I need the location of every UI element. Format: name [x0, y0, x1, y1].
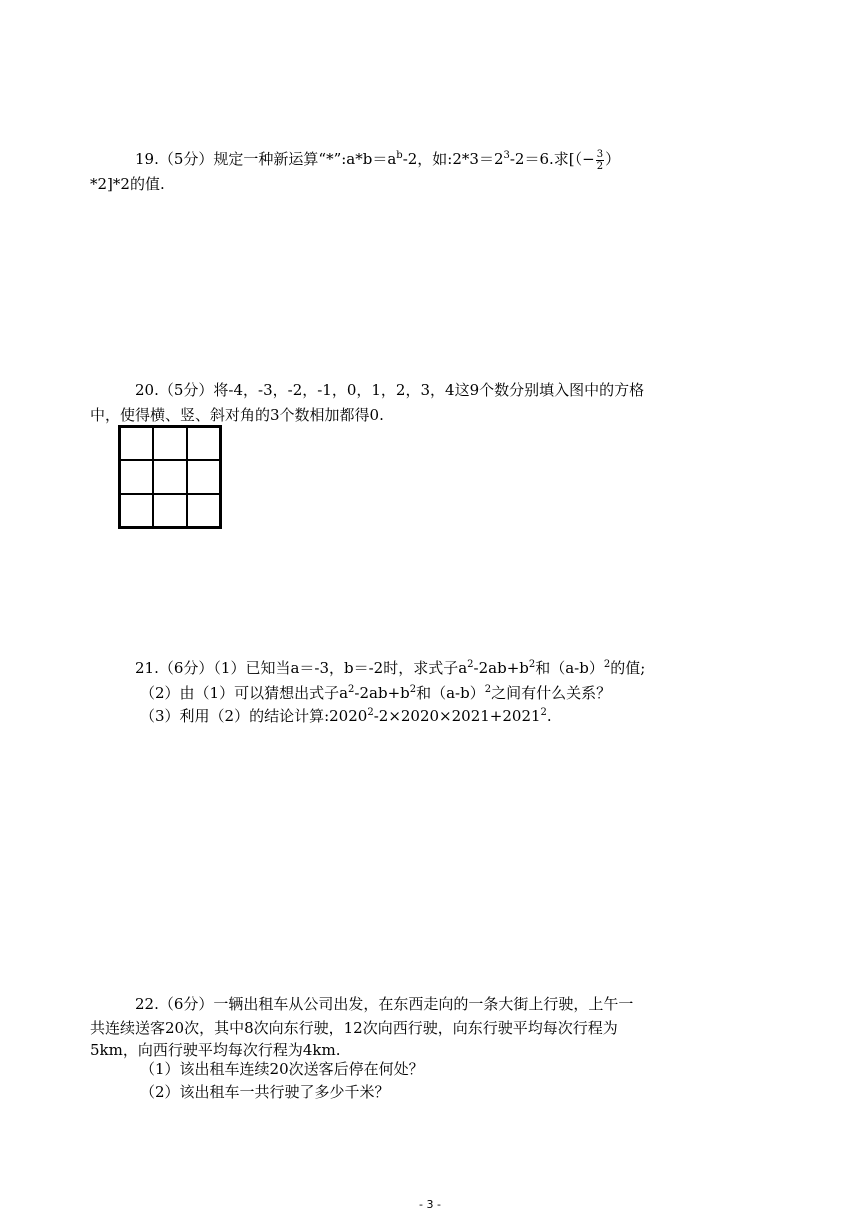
q22-line-3: 5km，向西行驶平均每次行程为4km. — [90, 1041, 341, 1059]
grid-cell — [153, 494, 186, 527]
q21-l1-text-d: 的值; — [610, 659, 646, 677]
q21-line-2 — [140, 682, 820, 704]
q19-text-b: -2，如:2*3＝2 — [402, 150, 504, 168]
grid-cell — [120, 494, 153, 527]
q19-text-a: 19.（5分）规定一种新运算“*”:a*b＝a — [135, 150, 397, 168]
q21-l3-text-c: . — [546, 707, 552, 725]
q21-line-1 — [135, 657, 815, 679]
q19-text-c: -2＝6.求[（− — [509, 150, 595, 168]
q21-l1-text-b: -2ab+b — [473, 659, 529, 677]
q19-sup-b: b — [396, 150, 403, 161]
q21-l2-sup-1: 2 — [348, 684, 355, 695]
q21-l3-text-a: （3）利用（2）的结论计算:2020 — [140, 707, 368, 725]
q19-fraction-numerator: 3 — [596, 148, 604, 160]
q22-line-2: 共连续送客20次，其中8次向东行驶，12次向西行驶，向东行驶平均每次行程为 — [90, 1019, 618, 1037]
q22-line-1: 22.（6分）一辆出租车从公司出发，在东西走向的一条大街上行驶，上午一 — [135, 995, 634, 1013]
q21-l1-sup-1: 2 — [467, 659, 474, 670]
q20-line-1: 20.（5分）将-4，-3，-2，-1，0，1，2，3，4这9个数分别填入图中的方格 — [135, 381, 645, 399]
q21-l1-text-c: 和（a-b） — [535, 659, 604, 677]
grid-cell — [120, 427, 153, 460]
q21-l1-sup-2: 2 — [528, 659, 536, 670]
q21-l2-sup-3: 2 — [484, 684, 492, 695]
page-number: - 3 - — [419, 1198, 441, 1211]
q21-line-3 — [140, 705, 820, 727]
q22-line-4: （1）该出租车连续20次送客后停在何处？ — [140, 1060, 424, 1078]
q21-l3-text-b: -2×2020×2021+2021 — [373, 707, 541, 725]
q21-l2-text-c: 和（a-b） — [416, 684, 485, 702]
q19-text-d: ） — [605, 150, 621, 168]
q19-sup-3: 3 — [503, 150, 510, 161]
grid-cell — [153, 460, 186, 493]
grid-cell — [187, 427, 220, 460]
q21-l2-text-b: -2ab+b — [354, 684, 410, 702]
grid-cell — [120, 460, 153, 493]
q19-line-2: *2]*2的值. — [90, 175, 165, 193]
magic-square-grid — [118, 425, 222, 529]
grid-cell — [187, 460, 220, 493]
q19-line-1 — [135, 148, 815, 172]
q21-l3-sup-1: 2 — [367, 707, 374, 718]
q21-l1-text-a: 21.（6分）（1）已知当a＝-3，b＝-2时，求式子a — [135, 659, 468, 677]
q21-l2-sup-2: 2 — [409, 684, 417, 695]
q21-l2-text-d: 之间有什么关系？ — [491, 684, 612, 702]
q21-l1-sup-3: 2 — [603, 659, 611, 670]
q19-fraction-denominator: 2 — [596, 160, 604, 172]
q22-line-5: （2）该出租车一共行驶了多少千米？ — [140, 1083, 390, 1101]
q21-l2-text-a: （2）由（1）可以猜想出式子a — [140, 684, 349, 702]
q21-l3-sup-2: 2 — [540, 707, 547, 718]
q19-fraction — [596, 149, 604, 172]
grid-cell — [153, 427, 186, 460]
grid-cell — [187, 494, 220, 527]
q20-line-2: 中，使得横、竖、斜对角的3个数相加都得0. — [90, 406, 384, 424]
